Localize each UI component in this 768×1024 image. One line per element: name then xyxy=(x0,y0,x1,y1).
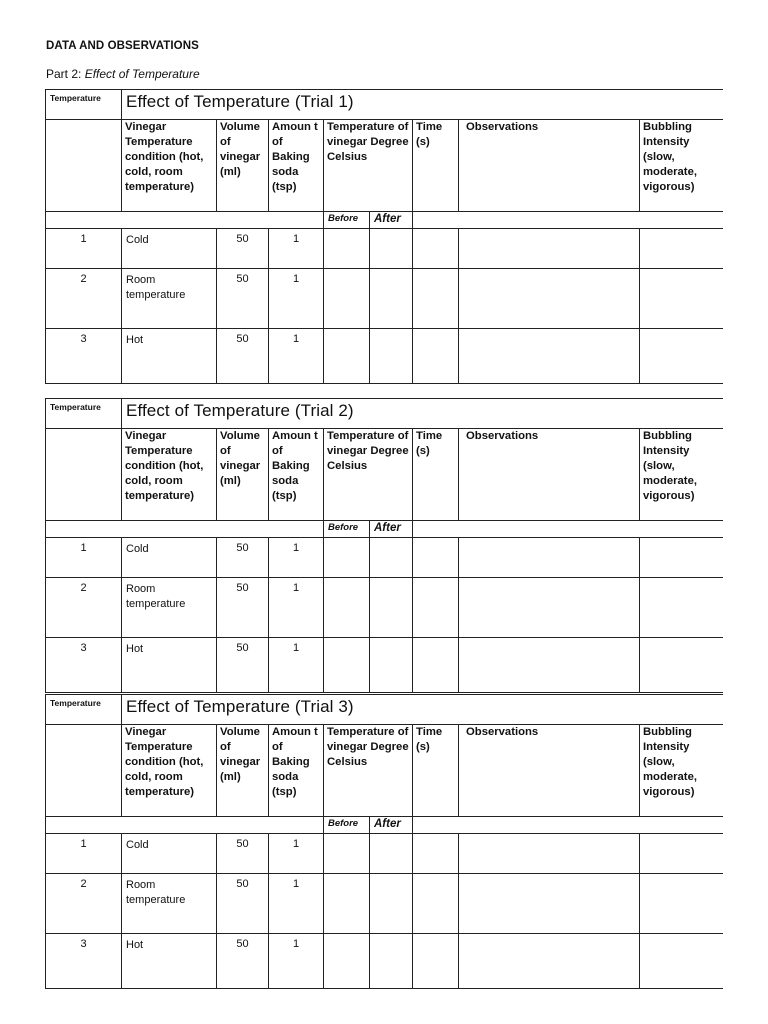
volume-header: Volume of vinegar (ml) xyxy=(217,120,269,212)
bubbling-cell[interactable] xyxy=(640,229,723,269)
subheader-spacer-right xyxy=(413,817,723,834)
bubbling-cell[interactable] xyxy=(640,638,723,693)
amount-header: Amoun t of Baking soda (tsp) xyxy=(269,429,324,521)
temp-after-cell[interactable] xyxy=(370,329,413,384)
trial-2-table xyxy=(45,398,723,693)
amount-cell: 1 xyxy=(269,329,324,384)
table-row xyxy=(46,538,723,578)
bubbling-cell[interactable] xyxy=(640,329,723,384)
observations-cell[interactable] xyxy=(459,638,640,693)
row-number: 3 xyxy=(46,934,122,989)
subheader-spacer xyxy=(46,212,324,229)
temp-after-cell[interactable] xyxy=(370,874,413,934)
row-number: 1 xyxy=(46,229,122,269)
temp-before-cell[interactable] xyxy=(324,578,370,638)
subheader-spacer xyxy=(46,817,324,834)
volume-cell: 50 xyxy=(217,874,269,934)
time-header: Time (s) xyxy=(413,120,459,212)
before-label: Before xyxy=(324,212,370,229)
bubbling-cell[interactable] xyxy=(640,874,723,934)
condition-cell: Room temperature xyxy=(122,874,217,934)
temp-before-cell[interactable] xyxy=(324,329,370,384)
volume-cell: 50 xyxy=(217,269,269,329)
volume-cell: 50 xyxy=(217,538,269,578)
observations-cell[interactable] xyxy=(459,229,640,269)
temp-after-cell[interactable] xyxy=(370,229,413,269)
subheader-spacer xyxy=(46,521,324,538)
temperature-header: Temperature of vinegar Degree Celsius xyxy=(324,120,413,212)
amount-cell: 1 xyxy=(269,269,324,329)
observations-header: Observations xyxy=(459,725,640,817)
after-label: After xyxy=(370,212,413,229)
amount-header: Amoun t of Baking soda (tsp) xyxy=(269,120,324,212)
row-number-header xyxy=(46,120,122,212)
observations-cell[interactable] xyxy=(459,269,640,329)
observations-cell[interactable] xyxy=(459,538,640,578)
temperature-header: Temperature of vinegar Degree Celsius xyxy=(324,429,413,521)
temp-after-cell[interactable] xyxy=(370,638,413,693)
trial-title: Effect of Temperature (Trial 1) xyxy=(122,90,723,120)
table-row xyxy=(46,578,723,638)
part-topic: Effect of Temperature xyxy=(84,67,200,81)
volume-cell: 50 xyxy=(217,229,269,269)
row-number: 2 xyxy=(46,269,122,329)
condition-cell: Room temperature xyxy=(122,269,217,329)
trial-1-table xyxy=(45,89,723,384)
bubbling-header: Bubbling Intensity (slow, moderate, vigorous) xyxy=(640,429,723,521)
condition-cell: Room temperature xyxy=(122,578,217,638)
row-number: 3 xyxy=(46,329,122,384)
bubbling-header: Bubbling Intensity (slow, moderate, vigorous) xyxy=(640,725,723,817)
condition-cell: Cold xyxy=(122,538,217,578)
volume-cell: 50 xyxy=(217,834,269,874)
bubbling-header: Bubbling Intensity (slow, moderate, vigorous) xyxy=(640,120,723,212)
bubbling-cell[interactable] xyxy=(640,834,723,874)
subheader-spacer-right xyxy=(413,521,723,538)
temp-after-cell[interactable] xyxy=(370,269,413,329)
time-cell[interactable] xyxy=(413,229,459,269)
row-number-header xyxy=(46,429,122,521)
section-heading: DATA AND OBSERVATIONS xyxy=(46,40,199,52)
before-label: Before xyxy=(324,521,370,538)
temp-before-cell[interactable] xyxy=(324,538,370,578)
temperature-tag: Temperature xyxy=(46,90,122,120)
condition-header: Vinegar Temperature condition (hot, cold, room temperature) xyxy=(122,120,217,212)
amount-cell: 1 xyxy=(269,934,324,989)
temp-after-cell[interactable] xyxy=(370,578,413,638)
time-cell[interactable] xyxy=(413,934,459,989)
time-cell[interactable] xyxy=(413,638,459,693)
trial-title: Effect of Temperature (Trial 3) xyxy=(122,695,723,725)
table-row xyxy=(46,834,723,874)
table-row xyxy=(46,638,723,693)
after-label: After xyxy=(370,817,413,834)
observations-cell[interactable] xyxy=(459,578,640,638)
volume-cell: 50 xyxy=(217,638,269,693)
observations-header: Observations xyxy=(459,120,640,212)
observations-cell[interactable] xyxy=(459,874,640,934)
temperature-tag: Temperature xyxy=(46,695,122,725)
bubbling-cell[interactable] xyxy=(640,269,723,329)
before-label: Before xyxy=(324,817,370,834)
time-cell[interactable] xyxy=(413,834,459,874)
condition-cell: Hot xyxy=(122,934,217,989)
temp-after-cell[interactable] xyxy=(370,538,413,578)
time-cell[interactable] xyxy=(413,269,459,329)
bubbling-cell[interactable] xyxy=(640,934,723,989)
time-header: Time (s) xyxy=(413,725,459,817)
amount-cell: 1 xyxy=(269,638,324,693)
time-cell[interactable] xyxy=(413,538,459,578)
table-row xyxy=(46,934,723,989)
time-cell[interactable] xyxy=(413,874,459,934)
bubbling-cell[interactable] xyxy=(640,538,723,578)
table-row xyxy=(46,269,723,329)
amount-cell: 1 xyxy=(269,834,324,874)
condition-cell: Cold xyxy=(122,229,217,269)
bubbling-cell[interactable] xyxy=(640,578,723,638)
after-label: After xyxy=(370,521,413,538)
temperature-header: Temperature of vinegar Degree Celsius xyxy=(324,725,413,817)
part-subtitle xyxy=(46,67,200,81)
row-number: 1 xyxy=(46,538,122,578)
row-number: 1 xyxy=(46,834,122,874)
row-number: 2 xyxy=(46,578,122,638)
temp-after-cell[interactable] xyxy=(370,834,413,874)
volume-header: Volume of vinegar (ml) xyxy=(217,725,269,817)
temp-before-cell[interactable] xyxy=(324,229,370,269)
observations-cell[interactable] xyxy=(459,834,640,874)
temp-before-cell[interactable] xyxy=(324,874,370,934)
temp-before-cell[interactable] xyxy=(324,638,370,693)
condition-cell: Cold xyxy=(122,834,217,874)
volume-cell: 50 xyxy=(217,934,269,989)
temp-before-cell[interactable] xyxy=(324,834,370,874)
temp-before-cell[interactable] xyxy=(324,269,370,329)
time-cell[interactable] xyxy=(413,329,459,384)
subheader-spacer-right xyxy=(413,212,723,229)
observations-cell[interactable] xyxy=(459,934,640,989)
volume-cell: 50 xyxy=(217,578,269,638)
amount-cell: 1 xyxy=(269,874,324,934)
temperature-tag: Temperature xyxy=(46,399,122,429)
temp-before-cell[interactable] xyxy=(324,934,370,989)
temp-after-cell[interactable] xyxy=(370,934,413,989)
table-row xyxy=(46,229,723,269)
volume-header: Volume of vinegar (ml) xyxy=(217,429,269,521)
condition-header: Vinegar Temperature condition (hot, cold, room temperature) xyxy=(122,429,217,521)
row-number: 3 xyxy=(46,638,122,693)
volume-cell: 50 xyxy=(217,329,269,384)
amount-cell: 1 xyxy=(269,229,324,269)
amount-header: Amoun t of Baking soda (tsp) xyxy=(269,725,324,817)
row-number: 2 xyxy=(46,874,122,934)
trial-title: Effect of Temperature (Trial 2) xyxy=(122,399,723,429)
condition-cell: Hot xyxy=(122,329,217,384)
amount-cell: 1 xyxy=(269,578,324,638)
table-row xyxy=(46,329,723,384)
observations-cell[interactable] xyxy=(459,329,640,384)
observations-header: Observations xyxy=(459,429,640,521)
time-cell[interactable] xyxy=(413,578,459,638)
part-label: Part 2: xyxy=(46,67,85,81)
trial-3-table xyxy=(45,694,723,989)
condition-header: Vinegar Temperature condition (hot, cold, room temperature) xyxy=(122,725,217,817)
amount-cell: 1 xyxy=(269,538,324,578)
row-number-header xyxy=(46,725,122,817)
time-header: Time (s) xyxy=(413,429,459,521)
table-row xyxy=(46,874,723,934)
condition-cell: Hot xyxy=(122,638,217,693)
